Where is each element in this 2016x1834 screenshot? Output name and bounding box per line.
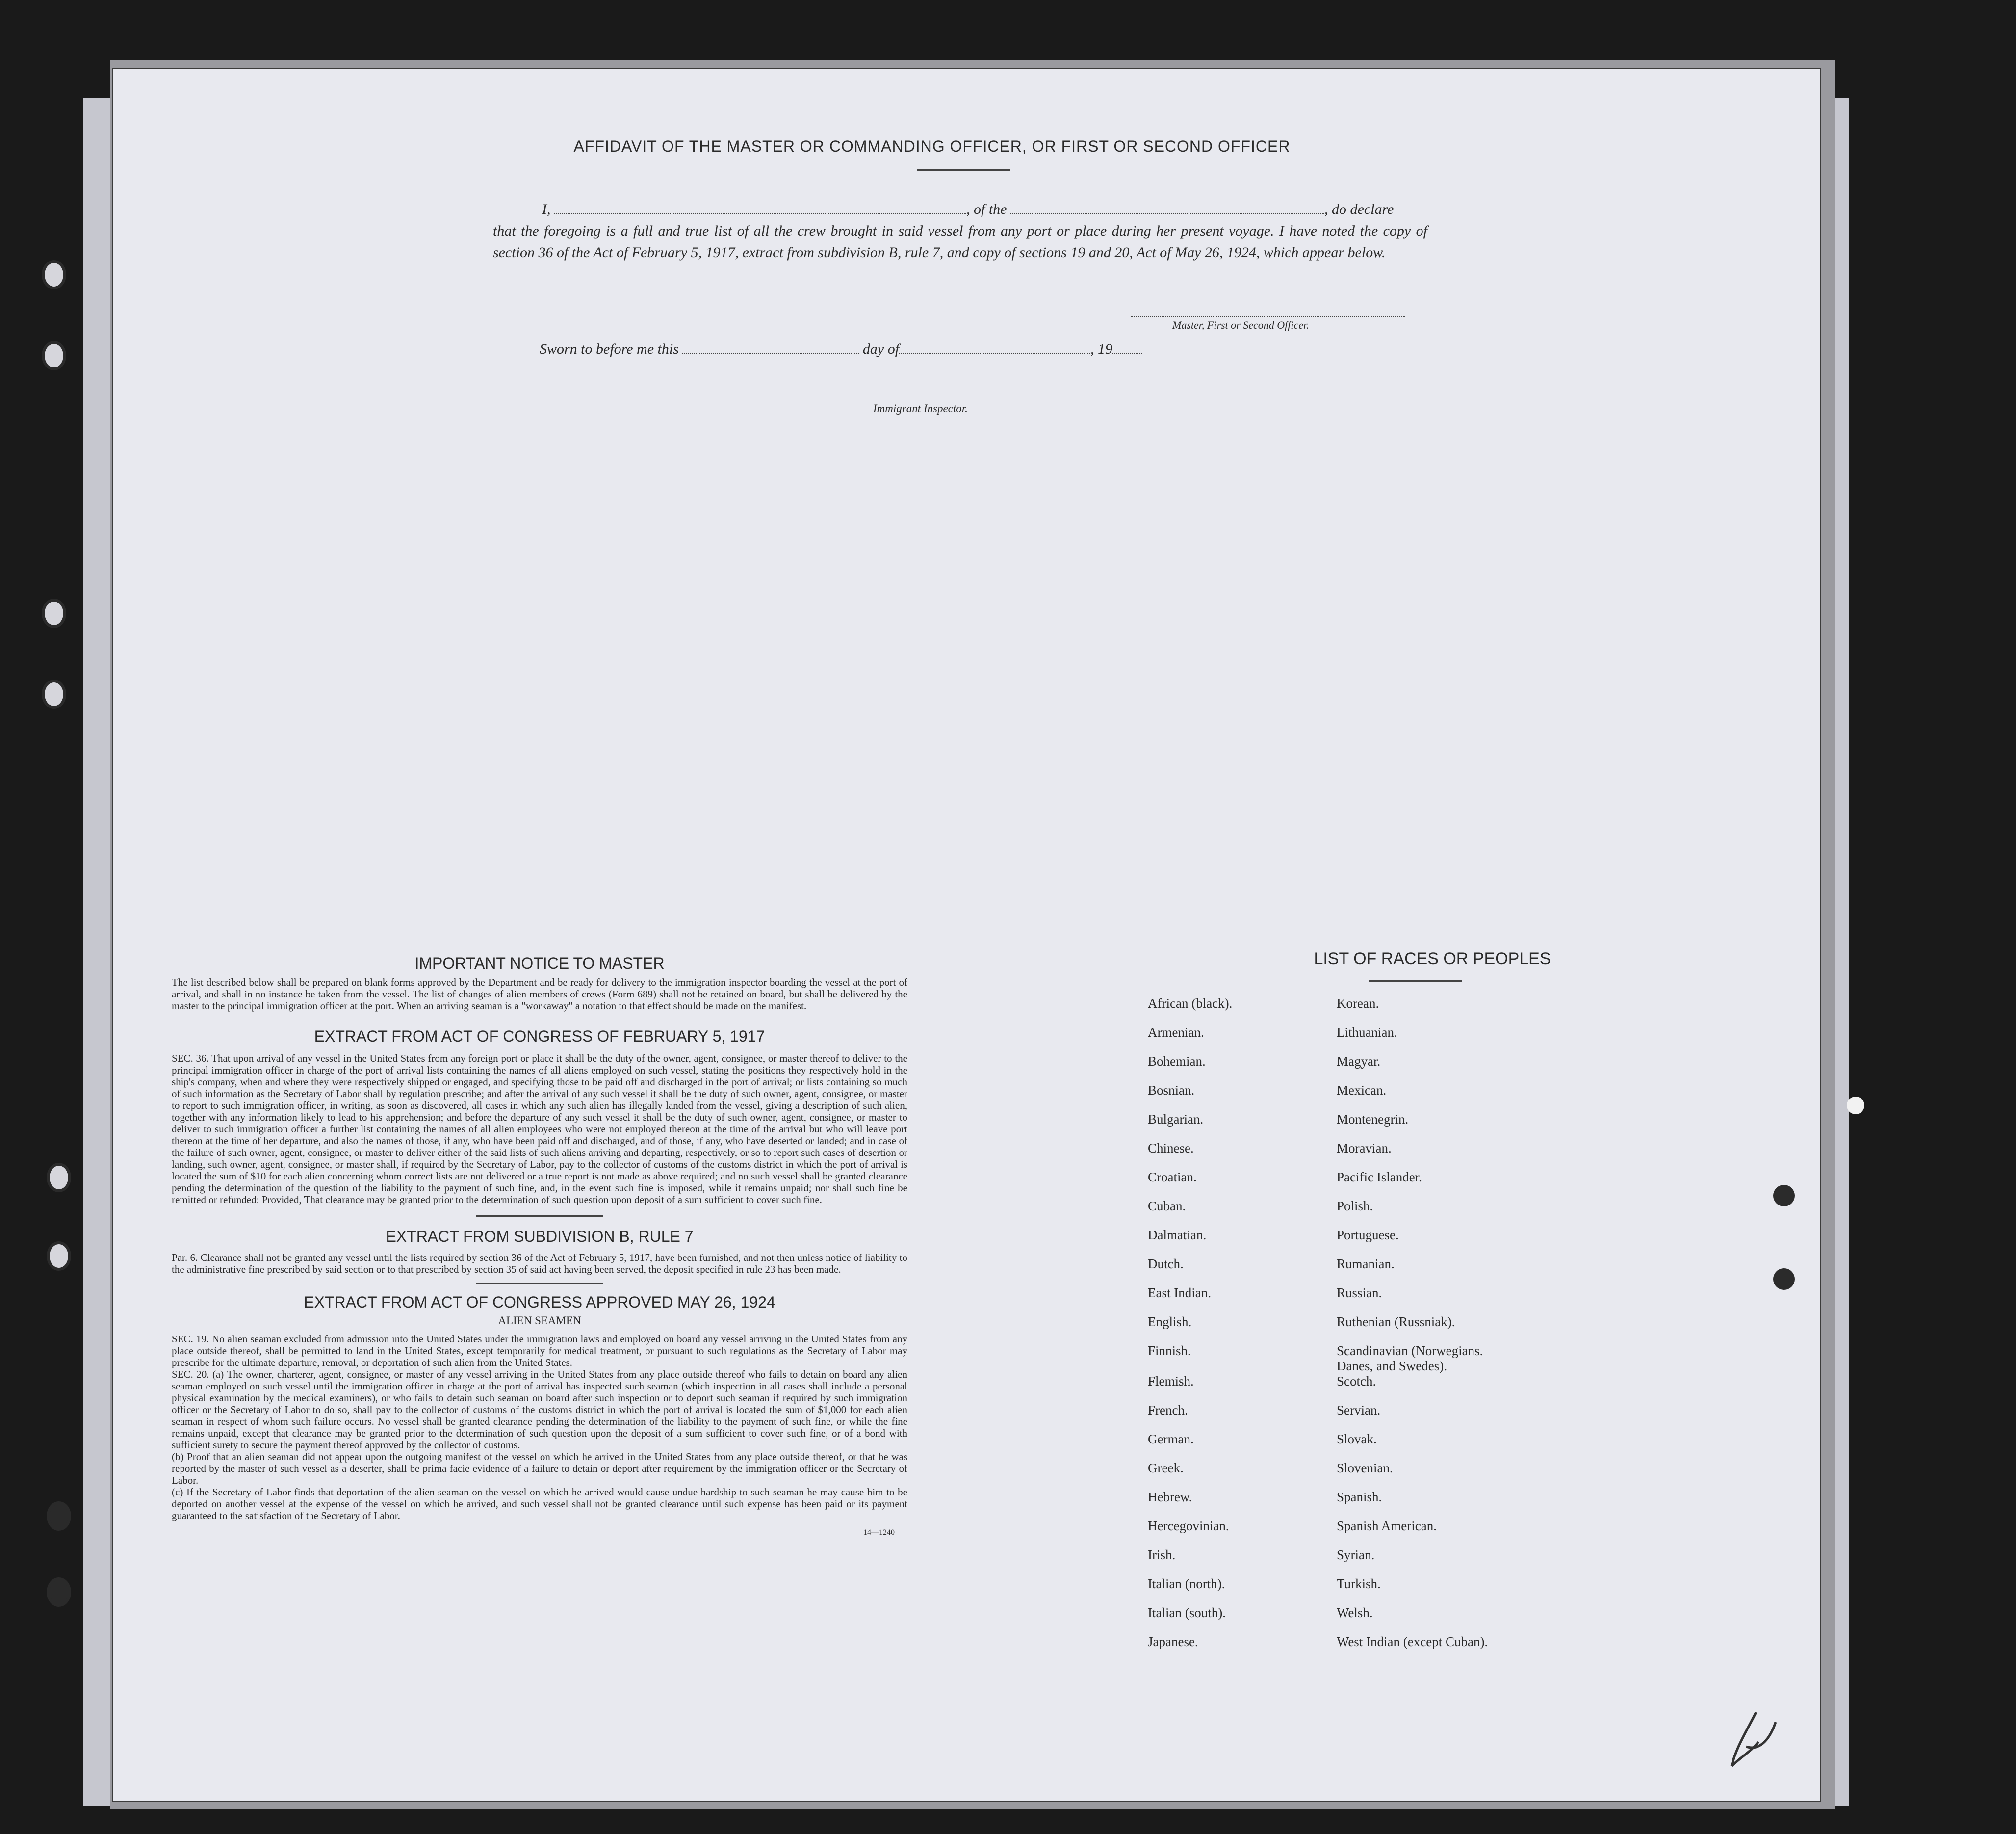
race-row (1148, 1285, 1513, 1314)
race-item: Magyar. (1337, 1054, 1381, 1069)
race-row (1148, 1228, 1513, 1257)
race-item: Montenegrin. (1337, 1112, 1409, 1127)
race-row (1148, 1519, 1513, 1547)
punch-hole (1773, 1268, 1795, 1290)
sworn-label: Sworn to before me this (540, 341, 679, 357)
race-item: German. (1148, 1432, 1194, 1446)
master-signature-label: Master, First or Second Officer. (1172, 319, 1309, 331)
race-row (1148, 1605, 1513, 1634)
notices-column (172, 954, 907, 1537)
affidavit-title: AFFIDAVIT OF THE MASTER OR COMMANDING OFFICER, OR FIRST OR SECOND OFFICER (573, 137, 1291, 155)
race-item: Slovenian. (1337, 1461, 1393, 1475)
race-row (1148, 1547, 1513, 1576)
race-item: Moravian. (1337, 1141, 1392, 1155)
inspector-label: Immigrant Inspector. (873, 402, 968, 415)
binder-hole (42, 599, 66, 628)
race-item: Syrian. (1337, 1547, 1375, 1562)
vessel-field[interactable] (1010, 213, 1324, 214)
binder-hole (42, 341, 66, 370)
notice-title: IMPORTANT NOTICE TO MASTER (414, 954, 665, 972)
race-item: Dalmatian. (1148, 1228, 1207, 1242)
sec20b-text: (b) Proof that an alien seaman did not appear upon the outgoing manifest of the vessel on which he arrived in the United States from any place outside thereof, or that he was reported by the master of such vessel as a deserter, shall be prima facie evidence of a failure to detain or deport after requirement by the immigration officer or the Secretary of Labor. (172, 1451, 907, 1486)
sec20a-text: SEC. 20. (a) The owner, charterer, agent, consignee, or master of any vessel arriving in the United States from any place outside thereof who fails to detain on board any alien seaman employed on such vessel until the immigration officer in charge at the port of arrival has inspected such seaman (which inspection in all cases shall include a personal physical examination by the medical examiners), or who fails to detain such seaman on board after such inspection or to deport such seaman if required by such immigration officer or the Secretary of Labor to do so, shall pay to the collector of customs of the customs district in which the port of arrival is located the sum of $1,000 for each alien seaman in respect of whom such failure occurs. No vessel shall be granted clearance pending the determination of the liability to the payment of such fine, or while the fine remains unpaid, except that clearance may be granted prior to the determination of such question upon the deposit of a sum sufficient to cover such fine, or of a bond with sufficient surety to secure the payment thereof approved by the collector of customs. (172, 1368, 907, 1451)
separator (476, 1215, 603, 1217)
sec20c-text: (c) If the Secretary of Labor finds that deportation of the alien seaman on the vessel on which he arrived would cause undue hardship to such seaman he may cause him to be deported on another vessel at the expense of the vessel on which he arrived, and such vessel shall not be granted clearance until such expense has been paid or its payment guaranteed to the satisfaction of the Secretary of Labor. (172, 1486, 907, 1521)
binder-hole (47, 1577, 71, 1607)
races-title-rule (1369, 980, 1462, 982)
sworn-year-field[interactable] (1112, 353, 1142, 354)
race-item: Croatian. (1148, 1170, 1197, 1184)
race-item: Spanish. (1337, 1490, 1382, 1504)
race-item: Cuban. (1148, 1199, 1186, 1213)
day-of-label: day of (862, 341, 900, 357)
form-page (113, 69, 1820, 1801)
race-row (1148, 1083, 1513, 1112)
binder-hole (47, 1163, 71, 1192)
race-item: Italian (south). (1148, 1605, 1226, 1620)
race-item: French. (1148, 1403, 1188, 1417)
race-item: Slovak. (1337, 1432, 1377, 1446)
race-item: Chinese. (1148, 1141, 1194, 1155)
race-item: Spanish American. (1337, 1519, 1437, 1533)
race-item: Korean. (1337, 996, 1379, 1011)
race-item: Finnish. (1148, 1343, 1191, 1358)
extract1924-title: EXTRACT FROM ACT OF CONGRESS APPROVED MAY 26, 1924 (304, 1293, 775, 1311)
race-row (1148, 1403, 1513, 1432)
binder-hole (42, 260, 66, 289)
line1-of: , of the (966, 201, 1007, 217)
name-field[interactable] (554, 213, 966, 214)
race-row (1148, 1490, 1513, 1519)
race-row (1148, 1634, 1513, 1663)
race-item: Scotch. (1337, 1374, 1376, 1389)
punch-hole (1847, 1097, 1864, 1114)
form-number: 14—1240 (863, 1528, 895, 1537)
separator (476, 1283, 603, 1284)
race-row (1148, 1374, 1513, 1403)
binder-hole (42, 680, 66, 709)
race-row (1148, 1343, 1513, 1374)
affidavit-block (493, 199, 1427, 263)
race-row (1148, 996, 1513, 1025)
title-rule (917, 169, 1010, 171)
notice-text: The list described below shall be prepared on blank forms approved by the Department and be ready for delivery to the immigration inspector boarding the vessel at the port of arrival, and shall in no instance be taken from the vessel. The list of changes of alien members of crews (Form 689) shall not be retained on board, but shall be delivered by the master to the principal immigration officer at the port. When an arriving seaman is a "workaway" a notation to that effect should be made on the manifest. (172, 976, 907, 1012)
race-item: Scandinavian (Norwegians. Danes, and Swedes). (1337, 1343, 1483, 1373)
race-row (1148, 1257, 1513, 1285)
sec19-text: SEC. 19. No alien seaman excluded from admission into the United States under the immigration laws and employed on board any vessel arriving in the United States from any place outside thereof, shall be permitted to land in the United States, except temporarily for medical treatment, or pursuant to such regulations as the Secretary of Labor may prescribe for the ultimate departure, removal, or deportation of such alien from the United States. (172, 1333, 907, 1368)
line1-declare: , do declare (1324, 201, 1394, 217)
race-item: Hebrew. (1148, 1490, 1192, 1504)
race-row (1148, 1576, 1513, 1605)
extract1917-title: EXTRACT FROM ACT OF CONGRESS OF FEBRUARY 5, 1917 (314, 1027, 765, 1045)
race-row (1148, 1025, 1513, 1054)
race-item: Japanese. (1148, 1634, 1198, 1649)
race-item: Bulgarian. (1148, 1112, 1204, 1127)
race-item: Portuguese. (1337, 1228, 1399, 1242)
punch-hole (1773, 1185, 1795, 1206)
race-row (1148, 1170, 1513, 1199)
affidavit-body: that the foregoing is a full and true list of all the crew brought in said vessel from any port or place during her present voyage. I have noted the copy of section 36 of the Act of February 5, 1917, extract from subdivision B, rule 7, and copy of sections 19 and 20, Act of May 26, 1924, which appear below. (493, 223, 1427, 261)
race-row (1148, 1112, 1513, 1141)
subdivision-text: Par. 6. Clearance shall not be granted any vessel until the lists required by section 36 of the Act of February 5, 1917, have been furnished, and not then unless notice of liability to the administrative fine prescribed by said section or to that prescribed by section 35 of said act having been served, the deposit specified in rule 23 has been made. (172, 1252, 907, 1275)
race-row (1148, 1141, 1513, 1170)
extract1924-subtitle: ALIEN SEAMEN (498, 1314, 581, 1327)
race-item: Ruthenian (Russniak). (1337, 1314, 1455, 1329)
race-item: Dutch. (1148, 1257, 1184, 1271)
race-row (1148, 1054, 1513, 1083)
sworn-line (540, 341, 1142, 358)
races-title: LIST OF RACES OR PEOPLES (1314, 949, 1551, 968)
race-item: English. (1148, 1314, 1192, 1329)
line1-i: I, (542, 201, 551, 217)
race-item: Italian (north). (1148, 1576, 1225, 1591)
race-item: Turkish. (1337, 1576, 1381, 1591)
race-item: Welsh. (1337, 1605, 1373, 1620)
year-label: , 19 (1090, 341, 1113, 357)
race-item: Hercegovinian. (1148, 1519, 1229, 1533)
race-row (1148, 1432, 1513, 1461)
race-item: East Indian. (1148, 1285, 1211, 1300)
race-item: Russian. (1337, 1285, 1382, 1300)
race-item: African (black). (1148, 996, 1233, 1011)
race-item: Pacific Islander. (1337, 1170, 1422, 1184)
race-item: Bosnian. (1148, 1083, 1195, 1098)
binder-hole (47, 1501, 71, 1531)
race-row (1148, 1314, 1513, 1343)
race-item: Flemish. (1148, 1374, 1194, 1389)
race-item: Polish. (1337, 1199, 1373, 1213)
sworn-day-field[interactable] (682, 353, 859, 354)
handwritten-mark (1717, 1703, 1785, 1781)
extract1917-text: SEC. 36. That upon arrival of any vessel in the United States from any foreign port or place it shall be the duty of the owner, agent, consignee, or master thereof to deliver to the principal immigration officer in charge of the port of arrival lists containing the names of all aliens employed on such vessel, stating the positions they respectively hold in the ship's company, when and where they were respectively shipped or engaged, and specifying those to be paid off and discharged in the port of arrival; or lists containing so much of such information as the Secretary of Labor shall by regulation prescribe; and after the arrival of any such vessel it shall be the duty of such owner, agent, consignee, or master to report to such immigration officer, in writing, as soon as discovered, all cases in which any such alien has illegally landed from the vessel, giving a description of such alien, together with any information likely to lead to his apprehension; and before the departure of any such vessel it shall be the duty of such owner, agent, consignee, or master to deliver to such immigration officer a further list containing the names of all alien employees who were not employed thereon at the time of the arrival but who will leave port thereon at the time of her departure, and also the names of those, if any, who have been paid off and discharged, and of those, if any, who have deserted or landed; and in case of the failure of such owner, agent, consignee, or master to deliver either of the said lists of such aliens arriving and departing, respectively, or so to report such cases of desertion or landing, such owner, agent, consignee, or master shall, if required by the Secretary of Labor, pay to the collector of customs of the customs district in which the port of arrival is located the sum of $10 for each alien concerning whom correct lists are not delivered or a true report is not made as above required; and no such vessel shall be granted clearance pending the determination of the question of the liability to the payment of such fine, and, in the event such fine is imposed, while it remains unpaid; nor shall such fine be remitted or refunded: Provided, That clearance may be granted prior to the determination of such question upon deposit of a sum sufficient to cover such fine. (172, 1052, 907, 1205)
race-item: Rumanian. (1337, 1257, 1395, 1271)
race-item: Mexican. (1337, 1083, 1387, 1098)
race-item: Irish. (1148, 1547, 1176, 1562)
race-item: Bohemian. (1148, 1054, 1206, 1069)
binder-hole (47, 1241, 71, 1271)
race-row (1148, 1461, 1513, 1490)
races-table (1148, 996, 1513, 1663)
race-item: Greek. (1148, 1461, 1184, 1475)
race-item: Lithuanian. (1337, 1025, 1397, 1040)
race-item: Servian. (1337, 1403, 1381, 1417)
race-item: West Indian (except Cuban). (1337, 1634, 1488, 1649)
race-item: Armenian. (1148, 1025, 1204, 1040)
subdivision-title: EXTRACT FROM SUBDIVISION B, RULE 7 (386, 1228, 694, 1245)
race-row (1148, 1199, 1513, 1228)
master-signature-line[interactable] (1131, 316, 1405, 317)
sworn-month-field[interactable] (899, 353, 1090, 354)
